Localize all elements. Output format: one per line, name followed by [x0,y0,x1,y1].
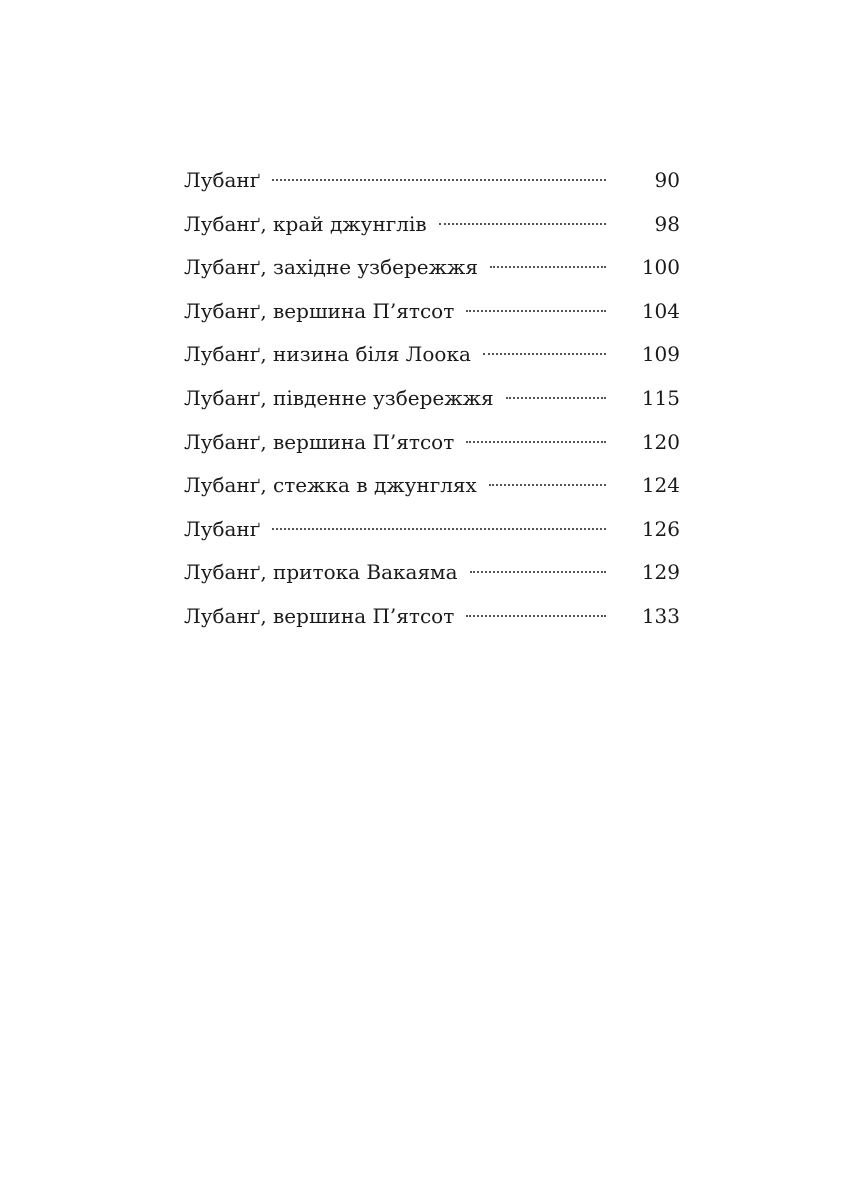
toc-entry-title: Лубанґ [184,516,261,541]
toc-dot-leader [483,353,606,355]
toc-entry-page: 129 [641,560,680,585]
toc-entry-page: 120 [641,429,680,454]
toc-entry-title: Лубанґ, притока Вакаяма [184,560,458,585]
toc-entry-page: 124 [641,473,680,498]
toc-entry-page: 126 [641,516,680,541]
toc-entry-title: Лубанґ, вершина П’ятсот [184,298,455,323]
toc-entry-page: 98 [654,211,680,236]
toc-entry[interactable] [184,595,680,639]
toc-dot-leader [466,441,606,443]
toc-entry-page: 109 [641,342,680,367]
toc-entry[interactable] [184,464,680,508]
toc-entry[interactable] [184,333,680,377]
toc-dot-leader [489,484,606,486]
table-of-contents [184,159,680,639]
toc-entry-title: Лубанґ, вершина П’ятсот [184,603,455,628]
toc-entry[interactable] [184,290,680,334]
toc-dot-leader [272,179,606,181]
toc-entry[interactable] [184,203,680,247]
toc-entry-title: Лубанґ [184,168,261,192]
toc-entry[interactable] [184,551,680,595]
toc-entry-title: Лубанґ, вершина П’ятсот [184,429,455,454]
toc-entry-title: Лубанґ, західне узбережжя [184,255,478,280]
toc-entry-title: Лубанґ, край джунглів [184,211,427,236]
toc-entry-title: Лубанґ, стежка в джунглях [184,473,477,498]
toc-dot-leader [272,528,606,530]
toc-dot-leader [490,266,606,268]
toc-entry[interactable] [184,159,680,203]
toc-entry-title: Лубанґ, низина біля Лоока [184,342,471,367]
toc-entry[interactable] [184,421,680,465]
toc-dot-leader [439,223,606,225]
toc-entry-page: 104 [641,298,680,323]
toc-dot-leader [470,571,606,573]
toc-entry-page: 133 [641,603,680,628]
toc-entry-title: Лубанґ, південне узбережжя [184,385,494,410]
toc-dot-leader [466,615,606,617]
toc-entry[interactable] [184,246,680,290]
toc-dot-leader [466,310,606,312]
toc-entry-page: 90 [654,168,680,192]
toc-entry-page: 100 [641,255,680,280]
toc-entry-page: 115 [641,385,680,410]
toc-entry[interactable] [184,508,680,552]
toc-entry[interactable] [184,377,680,421]
toc-dot-leader [506,397,606,399]
